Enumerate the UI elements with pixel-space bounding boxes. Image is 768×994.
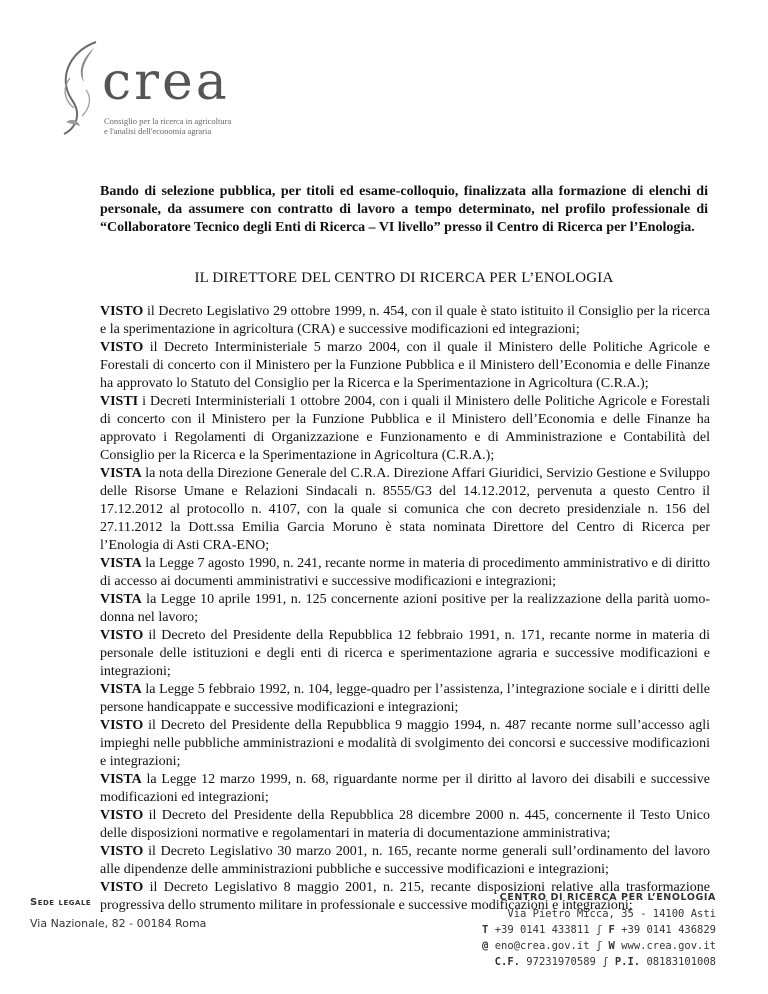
logo-subtitle: Consiglio per la ricerca in agricoltura e l'analisi dell'economia agraria: [104, 116, 232, 136]
footer-tax-codes: [482, 954, 716, 970]
paragraph-text: il Decreto Legislativo 8 maggio 2001, n. 215, recante disposizioni relative alla trasformazione progressiva dello strumento militare in professionale e successive modificazioni e integrazioni;: [100, 880, 710, 913]
bando-title: Bando di selezione pubblica, per titoli ed esame-colloquio, finalizzata alla formazione di elenchi di personale, da assumere con contratto di lavoro a tempo determinato, nel profilo professionale di “Collaboratore Tecnico degli Enti di Ricerca – VI livello” presso il Centro di Ricerca per l’Enologia.: [100, 184, 708, 235]
phone-number[interactable]: +39 0141 433811: [494, 924, 590, 936]
paragraph-lead: VISTA: [100, 772, 142, 787]
separator: ʃ: [595, 940, 603, 952]
fax-label: F: [608, 924, 615, 936]
paragraph-lead: VISTO: [100, 880, 144, 895]
paragraph-lead: VISTA: [100, 682, 142, 697]
paragraph-text: il Decreto del Presidente della Repubblica 12 febbraio 1991, n. 171, recante norme in materia di personale delle istituzioni e degli enti di ricerca e sperimentazione agraria e successive modificazioni e integrazioni;: [100, 628, 710, 679]
paragraph: [100, 627, 710, 681]
paragraph-text: la nota della Direzione Generale del C.R.A. Direzione Affari Giuridici, Servizio Gestione e Sviluppo delle Risorse Umane e Relazioni Sindacali n. 8555/G3 del 14.12.2012, pervenuta a questo Centro il 17.12.2012 al protocollo n. 4107, con la quale si comunica che con decreto presidenziale n. 156 del 27.11.2012 la Dott.ssa Emilia Garcia Moruno è stata nominata Direttore del Centro di Ricerca per l’Enologia di Asti CRA-ENO;: [100, 466, 710, 553]
footer-right-title: CENTRO DI RICERCA PER L’ENOLOGIA: [499, 892, 716, 903]
paragraph-text: la Legge 5 febbraio 1992, n. 104, legge-quadro per l’assistenza, l’integrazione sociale e i diritti delle persone handicappate e successive modificazioni e integrazioni;: [100, 682, 710, 715]
paragraph: [100, 771, 710, 807]
paragraph-lead: VISTO: [100, 304, 144, 319]
web-label: W: [608, 940, 615, 952]
footer-right-address: Via Pietro Micca, 35 - 14100 Asti: [507, 908, 716, 920]
paragraph-text: il Decreto del Presidente della Repubblica 9 maggio 1994, n. 487 recante norme sull’accesso agli impieghi nelle pubbliche amministrazioni e modalità di svolgimento dei concorsi e successive modificazioni e integrazioni;: [100, 718, 710, 769]
paragraph-text: i Decreti Interministeriali 1 ottobre 2004, con i quali il Ministero delle Politiche Agricole e Forestali di concerto con il Ministero per la Funzione Pubblica e il Ministero dell’Economia e delle Finanze ha approvato i Regolamenti di Organizzazione e Funzionamento e di Amministrazione e Contabilità del Consiglio per la Ricerca e la Sperimentazione in Agricoltura (C.R.A.);: [100, 394, 710, 463]
footer-email-web: [482, 938, 716, 954]
paragraph: [100, 717, 710, 771]
paragraph-lead: VISTO: [100, 718, 144, 733]
footer-phone-fax: [482, 922, 716, 938]
paragraph-lead: VISTA: [100, 556, 142, 571]
footer-legal-seat: [30, 897, 206, 930]
phone-label: T: [482, 924, 489, 936]
footer-left-title: Sede legale: [30, 897, 92, 908]
email-label: @: [482, 940, 489, 952]
leaf-swirl-icon: [56, 38, 104, 138]
paragraph-lead: VISTO: [100, 340, 144, 355]
email-link[interactable]: eno@crea.gov.it: [494, 940, 590, 952]
fax-number: +39 0141 436829: [621, 924, 716, 936]
footer-left-address: Via Nazionale, 82 - 00184 Roma: [30, 917, 207, 930]
paragraph-text: la Legge 10 aprile 1991, n. 125 concernente azioni positive per la realizzazione della parità uomo-donna nel lavoro;: [100, 592, 710, 625]
document-body: [100, 303, 710, 915]
paragraph: [100, 591, 710, 627]
paragraph: [100, 393, 710, 465]
piva-label: P.I.: [614, 956, 641, 968]
paragraph: [100, 843, 710, 879]
separator: ʃ: [595, 924, 603, 936]
paragraph-text: la Legge 7 agosto 1990, n. 241, recante norme in materia di procedimento amministrativo e di diritto di accesso ai documenti amministrativi e successive modificazioni e integrazioni;: [100, 556, 710, 589]
crea-logo: [56, 38, 286, 138]
paragraph-text: il Decreto Legislativo 29 ottobre 1999, n. 454, con il quale è stato istituito il Consiglio per la ricerca e la sperimentazione in agricoltura (CRA) e successive modificazioni ed integrazioni;: [100, 304, 710, 337]
paragraph: [100, 339, 710, 393]
paragraph-text: il Decreto Legislativo 30 marzo 2001, n. 165, recante norme generali sull’ordinamento del lavoro alle dipendenze delle amministrazioni pubbliche e successive modificazioni e integrazioni;: [100, 844, 710, 877]
paragraph: [100, 555, 710, 591]
web-link[interactable]: www.crea.gov.it: [621, 940, 716, 952]
paragraph-lead: VISTO: [100, 628, 144, 643]
footer-centre-contacts: [482, 890, 716, 970]
paragraph-lead: VISTO: [100, 808, 144, 823]
paragraph-text: la Legge 12 marzo 1999, n. 68, riguardante norme per il diritto al lavoro dei disabili e successive modificazioni ed integrazioni;: [100, 772, 710, 805]
paragraph: [100, 681, 710, 717]
logo-wordmark: crea: [102, 52, 230, 112]
paragraph-text: il Decreto Interministeriale 5 marzo 2004, con il quale il Ministero delle Politiche Agricole e Forestali di concerto con il Ministero per la Funzione Pubblica e il Ministero dell’Economia e delle Finanze ha approvato lo Statuto del Consiglio per la Ricerca e la Sperimentazione in Agricoltura (C.R.A.);: [100, 340, 710, 391]
paragraph: [100, 807, 710, 843]
paragraph: [100, 465, 710, 555]
cf-label: C.F.: [494, 956, 520, 968]
paragraph-lead: VISTA: [100, 466, 142, 481]
director-heading: IL DIRETTORE DEL CENTRO DI RICERCA PER L’ENOLOGIA: [194, 270, 614, 286]
paragraph-lead: VISTI: [100, 394, 139, 409]
paragraph-lead: VISTO: [100, 844, 144, 859]
paragraph-text: il Decreto del Presidente della Repubblica 28 dicembre 2000 n. 445, concernente il Testo Unico delle disposizioni normative e regolamentari in materia di documentazione amministrativa;: [100, 808, 710, 841]
paragraph: [100, 303, 710, 339]
separator: ʃ: [602, 956, 609, 968]
paragraph-lead: VISTA: [100, 592, 142, 607]
piva-number: 08183101008: [646, 956, 716, 968]
cf-number: 97231970589: [526, 956, 596, 968]
